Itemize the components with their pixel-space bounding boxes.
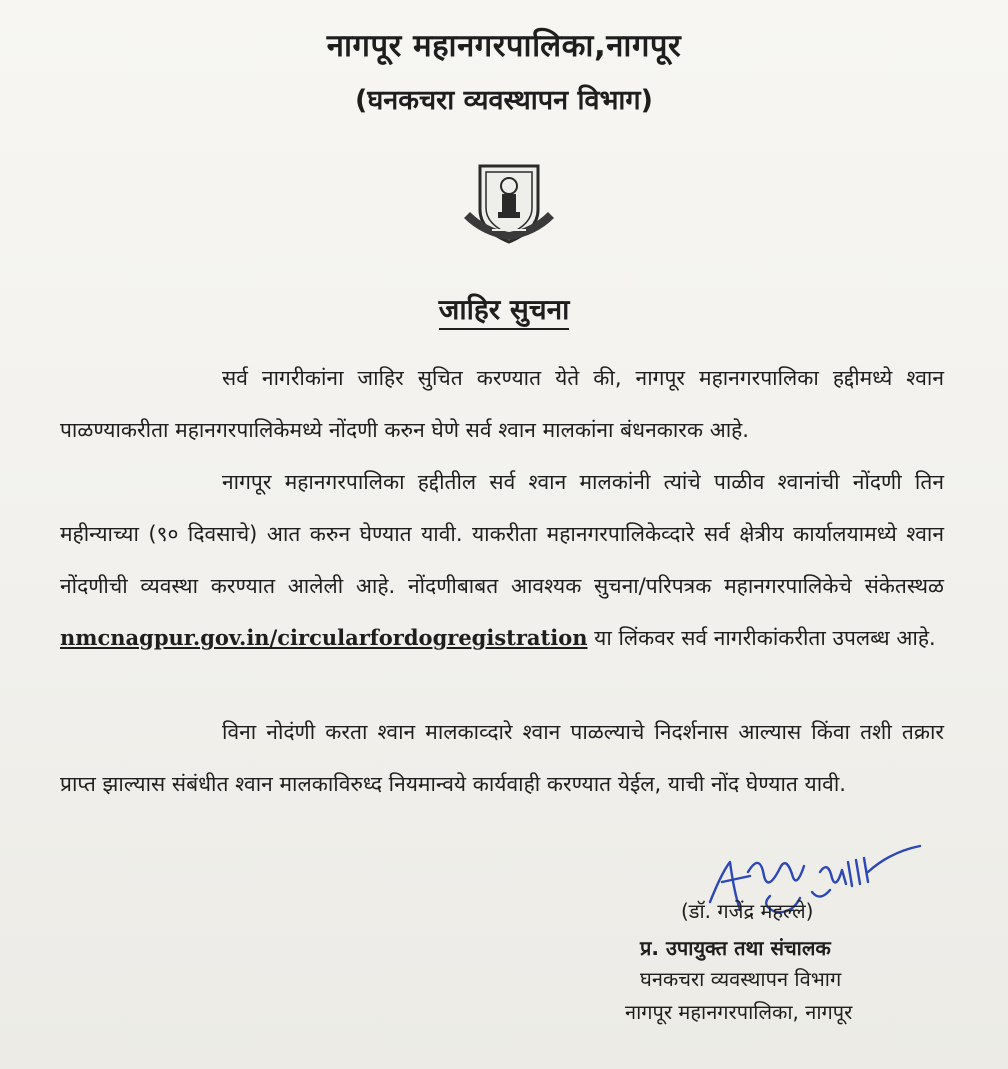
registration-link[interactable]: nmcnagpur.gov.in/circularfordogregistration (60, 625, 588, 650)
signatory-designation: प्र. उपायुक्त तथा संचालक (640, 936, 831, 960)
department-subtitle: (घनकचरा व्यवस्थापन विभाग) (355, 85, 653, 116)
paragraph-2-text-end: या लिंकवर सर्व नागरीकांकरीता उपलब्ध आहे. (587, 626, 936, 650)
notice-heading (0, 290, 1008, 328)
municipal-emblem-icon (462, 160, 556, 252)
notice-heading-text: जाहिर सुचना (439, 293, 570, 330)
signatory-organization: नागपूर महानगरपालिका, नागपूर (625, 1000, 853, 1024)
notice-paragraph-1: सर्व नागरीकांना जाहिर सुचित करण्यात येते की, नागपूर महानगरपालिका हद्दीमध्ये श्वान पाळण्याकरीता महानगरपालिकेमध्ये नोंदणी करुन घेणे सर्व श्वान मालकांना बंधनकारक आहे. (60, 366, 944, 442)
notice-paragraph-3: विना नोदंणी करता श्वान मालकाव्दारे श्वान पाळल्याचे निदर्शनास आल्यास किंवा तशी तक्रार प्राप्त झाल्यास संबंधीत श्वान मालकाविरुध्द नियमान्वये कार्यवाही करण्यात येईल, याची नोंद घेण्यात यावी. (60, 720, 944, 796)
signatory-department: घनकचरा व्यवस्थापन विभाग (640, 967, 842, 991)
notice-paragraph-2 (60, 456, 944, 664)
paragraph-2-text-start: नागपूर महानगरपालिका हद्दीतील सर्व श्वान मालकांनी त्यांचे पाळीव श्वानांची नोंदणी तिन महीन्याच्या (९० दिवसाचे) आत करुन घेण्यात यावी. याकरीता महानगरपालिकेव्दारे सर्व क्षेत्रीय कार्यालयामध्ये श्वान नोंदणीची व्यवस्था करण्यात आलेली आहे. नोंदणीबाबत आवश्यक सुचना/परिपत्रक महानगरपालिकेचे संकेतस्थळ (60, 470, 944, 598)
signatory-name: (डॉ. गजेंद्र महल्ले) (681, 899, 814, 923)
page-title: नागपूर महानगरपालिका,नागपूर (326, 28, 682, 64)
